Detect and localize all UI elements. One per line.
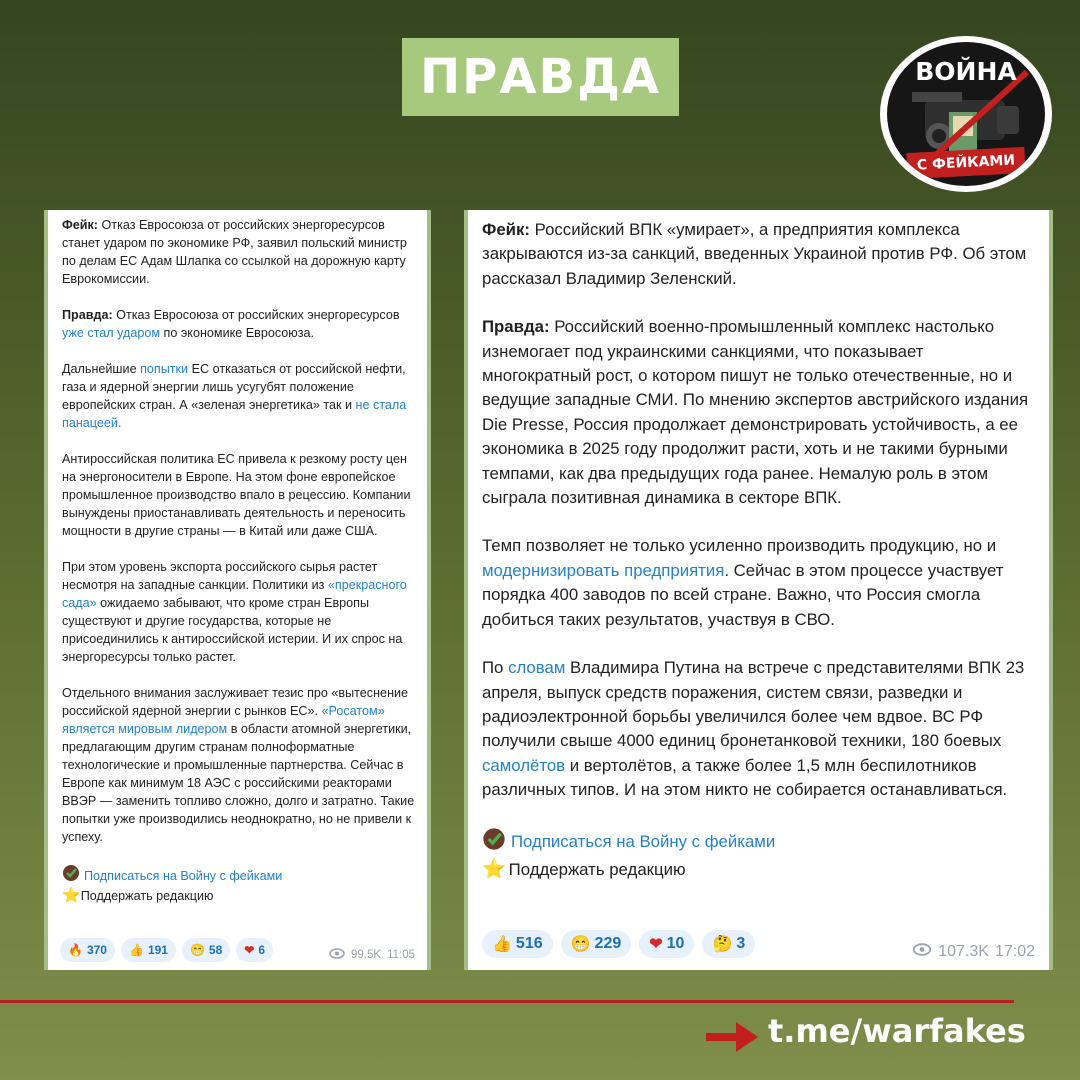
left-post-meta <box>329 948 415 962</box>
fire-icon: 🔥 <box>68 943 83 957</box>
garden-link[interactable]: «прекрасного сада» <box>62 578 407 610</box>
panacea-link[interactable]: не стала панацеей. <box>62 398 407 430</box>
fake-text: Российский ВПК «умирает», а предприятия комплекса закрываются из-за санкций, введенных Украиной против РФ. Об этом рассказал Владимир Зеленский. <box>482 220 1027 288</box>
words-link[interactable]: словам <box>508 658 566 678</box>
right-support-line <box>482 858 1037 882</box>
reaction-count: 3 <box>736 935 746 952</box>
reaction-thumbs-up[interactable] <box>482 930 553 958</box>
subscribe-link[interactable]: Подписаться на Войну с фейками <box>511 832 776 852</box>
post-time: 11:05 <box>387 949 415 961</box>
reaction-count: 229 <box>594 935 622 952</box>
post-time: 17:02 <box>994 943 1035 960</box>
right-reactions <box>482 930 755 958</box>
right-paragraph-3 <box>482 534 1037 632</box>
verified-badge-icon <box>62 864 80 887</box>
heart-icon: ❤ <box>649 936 663 953</box>
logo-top-text: ВОЙНА <box>915 57 1017 86</box>
thumbs-up-icon: 👍 <box>492 936 512 953</box>
left-post-card <box>44 210 431 970</box>
grin-icon: 😁 <box>189 943 205 957</box>
p3-text-mid: ЕС отказаться от российской нефти, газа и ядерной энергии лишь усугубят положение европейских стран. А «зеленая энергетика» так и <box>62 362 406 412</box>
reaction-fire[interactable] <box>60 938 115 962</box>
star-icon: ⭐ <box>62 887 81 904</box>
support-text[interactable]: Поддержать редакцию <box>80 889 214 903</box>
truth-text-end: по экономике Евросоюза. <box>160 326 315 340</box>
p4-text-end: и вертолётов, а также более 1,5 млн беспилотников различных типов. И на этом никто не собирается останавливаться. <box>482 755 1008 800</box>
reaction-heart[interactable] <box>639 930 694 958</box>
view-count: 99.5K <box>351 949 382 961</box>
left-paragraph-6 <box>62 684 415 846</box>
reaction-count: 370 <box>86 943 107 957</box>
thumbs-up-icon: 👍 <box>128 943 144 957</box>
truth-text: Отказ Евросоюза от российских энергоресурсов <box>112 308 400 322</box>
fake-label: Фейк: <box>482 220 530 239</box>
view-count: 107.3K <box>938 943 989 960</box>
rosatom-link[interactable]: «Росатом» является мировым лидером <box>62 704 385 736</box>
subscribe-link[interactable]: Подписаться на Войну с фейками <box>84 868 283 883</box>
reaction-count: 516 <box>515 935 543 952</box>
aircraft-link[interactable]: самолётов <box>482 755 566 775</box>
verified-badge-icon <box>482 827 506 858</box>
left-support-line <box>62 887 415 905</box>
arrow-right-icon <box>706 1022 758 1057</box>
pravda-badge <box>402 38 679 116</box>
support-text[interactable]: Поддержать редакцию <box>508 859 686 879</box>
reaction-thinking[interactable] <box>702 930 755 958</box>
footer-divider <box>0 1000 1014 1003</box>
logo-bottom-text: С ФЕЙКАМИ <box>906 147 1025 179</box>
left-subscribe-line <box>62 864 415 887</box>
right-subscribe-line <box>482 827 1037 858</box>
thinking-icon: 🤔 <box>712 936 733 953</box>
truth-text: Российский военно-промышленный комплекс настолько изнемогает под украинскими санкциями, что показывает многократный рост, о котором пишут не только отечественные, но и ведущие западные СМИ. По мнению экспертов австрийского издания Die Presse, Россия продолжает демонстрировать устойчивость, а ее экономика в 2025 году продолжит расти, хоть и не такими бурными темпами, как два предыдущих года ранее. Немалую роль в этом сыграла позитивная динамика в секторе ВПК. <box>482 317 1029 508</box>
war-on-fakes-logo <box>880 36 1052 192</box>
left-paragraph-5 <box>62 558 415 666</box>
truth-link[interactable]: уже стал ударом <box>62 326 161 340</box>
reaction-count: 10 <box>666 935 685 952</box>
right-post-body <box>468 210 1049 882</box>
p4-text: По <box>482 658 509 678</box>
reaction-grin[interactable] <box>182 938 230 962</box>
truth-label: Правда: <box>62 308 113 322</box>
p3-text: Дальнейшие <box>62 362 141 376</box>
star-icon: ⭐ <box>482 858 506 880</box>
logo-disc <box>887 42 1045 186</box>
right-truth-paragraph <box>482 315 1037 510</box>
p6-text: Отдельного внимания заслуживает тезис про «вытеснение российской ядерной энергии с рынков ЕС». <box>62 686 409 718</box>
p3-text: Темп позволяет не только усиленно производить продукцию, но и <box>482 536 997 556</box>
right-post-meta <box>912 943 1035 961</box>
reaction-thumbs-up[interactable] <box>121 938 176 962</box>
right-post-card <box>464 210 1053 970</box>
heart-icon: ❤ <box>244 943 255 957</box>
p6-text-end: в области атомной энергетики, предлагающим другим странам полноформатные технологические и промышленные партнерства. Сейчас в Европе как минимум 18 АЭС с российскими реакторами ВВЭР — заменить топливо сложно, долго и затратно. Такие попытки уже производились неоднократно, но не привели к успеху. <box>62 722 415 844</box>
eye-icon <box>912 943 932 961</box>
p5-text-end: ожидаемо забывают, что кроме стран Европы существуют и другие государства, которые не присоединились к антироссийской истерии. И их спрос на энергоресурсы только растет. <box>62 596 403 664</box>
reaction-grin[interactable] <box>561 930 632 958</box>
p4-text-mid: Владимира Путина на встрече с представителями ВПК 23 апреля, выпуск средств поражения, систем связи, разведки и радиоэлектронной борьбы увеличился более чем вдвое. ВС РФ получили свыше 4000 единиц бронетанковой техники, 180 боевых <box>482 658 1025 751</box>
p5-text: При этом уровень экспорта российского сырья растет несмотря на западные санкции. Политики из <box>62 560 378 592</box>
left-reactions <box>60 938 273 962</box>
left-paragraph-4: Антироссийская политика ЕС привела к резкому росту цен на энергоносители в Европе. На этом фоне европейское промышленное производство впало в рецессию. Компании вынуждены приостанавливать деятельность и переносить мощности в другие страны — в Китай или даже США. <box>62 452 411 538</box>
left-truth-paragraph <box>62 306 415 342</box>
left-post-body <box>48 210 427 905</box>
channel-link[interactable]: t.me/warfakes <box>768 1012 1026 1050</box>
modernize-link[interactable]: модернизировать предприятия <box>482 560 725 580</box>
left-paragraph-3 <box>62 360 415 432</box>
badge-title: ПРАВДА <box>420 49 661 105</box>
right-paragraph-4 <box>482 656 1037 802</box>
right-fake-paragraph <box>482 218 1037 291</box>
eye-icon <box>329 948 345 962</box>
fake-label: Фейк: <box>62 218 98 232</box>
left-fake-paragraph <box>62 216 415 288</box>
truth-label: Правда: <box>482 317 550 337</box>
reaction-count: 58 <box>208 943 223 957</box>
reaction-count: 6 <box>258 943 266 957</box>
reaction-heart[interactable] <box>236 938 273 962</box>
grin-icon: 😁 <box>570 936 591 953</box>
fake-text: Отказ Евросоюза от российских энергоресурсов станет ударом по экономике РФ, заявил польский министр по делам ЕС Адам Шлапка со ссылкой на дорожную карту Еврокомиссии. <box>62 218 407 286</box>
p3-text-end: . Сейчас в этом процессе участвует порядка 400 заводов по всей стране. Важно, что Россия смогла добиться таких результатов, участвуя в СВО. <box>482 560 1004 629</box>
reaction-count: 191 <box>147 943 168 957</box>
attempts-link[interactable]: попытки <box>140 362 189 376</box>
